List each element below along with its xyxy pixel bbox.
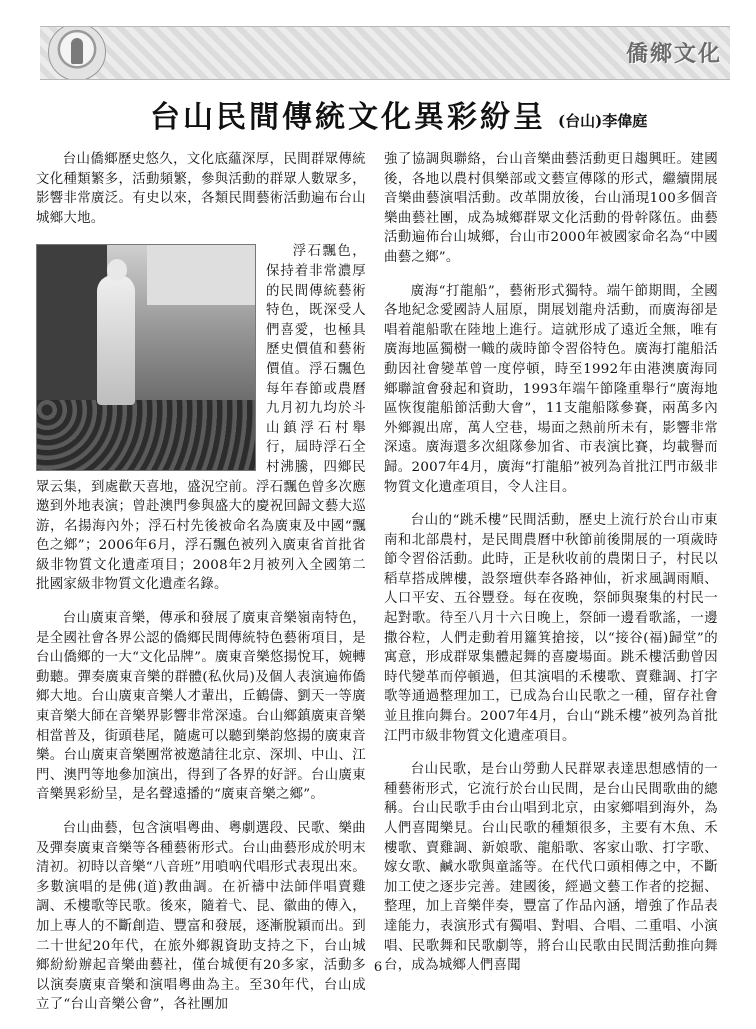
- header-banner: [40, 26, 730, 80]
- paragraph-fushi-piaose: 浮石飄色，保持着非常濃厚的民間傳統藝術特色，既深受人們喜愛，也極具歷史價值和藝術價值。浮石飄色每年春節或農曆九月初九均於斗山鎮浮石村舉行，屆時浮石全村沸騰，四鄉民眾云集，到處歡天喜地，盛況空前。浮石飄色曾多次應邀到外地表演；曾赴澳門參與盛大的慶祝回歸文藝大巡游，名揚海內外；浮石村先後被命名為廣東及中國“飄色之鄉”；2006年6月，浮石飄色被列入廣東省首批省級非物質文化遺產項目；2008年2月被列入全國第二批國家級非物質文化遺產名錄。: [36, 244, 366, 593]
- article-title: 台山民間傳統文化異彩紛呈: [150, 100, 546, 135]
- left-column: [36, 150, 366, 1029]
- right-column: [384, 150, 718, 990]
- paragraph-dragon-boat: 廣海“打龍船”，藝術形式獨特。端午節期間，全國各地紀念愛國詩人屈原，開展划龍舟活動，而廣海卻是唱着龍船歌在陸地上進行。這就形成了遠近全無，唯有廣海地區獨樹一幟的歲時節令習俗特色。廣海打龍船活動因社會變革曾一度停頓，時至1992年由港澳廣海同鄉聯誼會發起和資助，1993年端午節隆重舉行“廣海地區恢復龍船節活動大會”，11支龍船隊參賽，兩萬多內外鄉親出席，萬人空巷，場面之熱前所未有，影響非常深遠。廣海還多次組隊參加省、市表演比賽，均載譽而歸。2007年4月，廣海“打龍船”被列為首批江門市級非物質文化遺產項目，令人注目。: [384, 283, 718, 495]
- page-number: 6: [373, 960, 383, 975]
- article-author: (台山)李偉庭: [558, 112, 648, 130]
- paragraph-guangdong-music: 台山廣東音樂，傳承和發展了廣東音樂嶺南特色，是全國社會各界公認的僑鄉民間傳統特色藝術項目，是台山僑鄉的一大“文化品牌”。廣東音樂悠揚悅耳，婉轉動聽。彈奏廣東音樂的群體(私伙局)及個人表演遍佈僑鄉大地。台山廣東音樂人才輩出，丘鶴儔、劉天一等廣東音樂大師在音樂界影響非常深遠。台山鄉鎮廣東音樂相當普及，街頭巷尾，隨處可以聽到樂韵悠揚的廣東音樂。台山廣東音樂團常被邀請往北京、深圳、中山、江門、澳門等地參加演出，得到了各界的好評。台山廣東音樂異彩紛呈，是名聲遠播的“廣東音樂之鄉”。: [36, 611, 366, 803]
- paragraph-intro: 台山僑鄉歷史悠久，文化底蘊深厚，民間群眾傳統文化種類繁多，活動頻繁，參與活動的群眾人數眾多，影響非常廣泛。有史以來，各類民間藝術活動遍布台山城鄉大地。: [36, 152, 366, 226]
- paragraph-quyi: 台山曲藝，包含演唱粵曲、粵劇選段、民歌、樂曲及彈奏廣東音樂等各種藝術形式。台山曲藝形成於明末清初。初時以音樂“八音班”用嗩吶代唱形式表現出來。多數演唱的是佛(道)教曲調。在祈禱中法師伴唱賣雞調、禾樓歌等民歌。後來，隨着弋、昆、徽曲的傳入，加上專人的不斷創造、豐富和發展，逐漸脫穎而出。到二十世紀20年代，在旅外鄉親資助支持之下，台山城鄉紛紛辦起音樂曲藝社，僅台城便有20多家，活動多以演奏廣東音樂和演唱粵曲為主。至30年代，台山成立了“台山音樂公會”，各社團加: [36, 821, 366, 1013]
- tree-icon: [71, 38, 83, 64]
- paragraph-quyi-continued: 強了協調與聯絡，台山音樂曲藝活動更日趨興旺。建國後，各地以農村俱樂部或文藝宣傳隊的形式，繼續開展音樂曲藝演唱活動。改革開放後，台山涌現100多個音樂曲藝社團，成為城鄉群眾文化活動的骨幹隊伍。曲藝活動遍佈台山城鄉，台山市2000年被國家命名為“中國曲藝之鄉”。: [384, 152, 718, 265]
- paragraph-tiao-helou: 台山的“跳禾樓”民間活動，歷史上流行於台山市東南和北部農村，是民間農曆中秋節前後開展的一項歲時節令習俗活動。此時，正是秋收前的農閑日子，村民以稻草搭成牌樓，設祭壇供奉各路神仙，祈求風調雨順、人口平安、五谷豐登。每在夜晚，祭師與聚集的村民一起對歌。待至八月十六日晚上，祭師一邊看歌謠，一邊撒谷粒，人們走動着用籮箕搶接，以“接谷(福)歸堂”的寓意，形成群眾集體起舞的喜慶場面。跳禾樓活動曾因時代變革而停頓過，但其演唱的禾樓歌、賣雞調、打字歌等通過整理加工，已成為台山民歌之一種，留存社會並且推向舞台。2007年4月，台山“跳禾樓”被列為首批江門市級非物質文化遺產項目。: [384, 513, 718, 744]
- emblem-logo: [48, 26, 106, 80]
- section-brand: 僑鄉文化: [625, 42, 722, 67]
- paragraph-folk-songs: 台山民歌，是台山勞動人民群眾表達思想感情的一種藝術形式，它流行於台山民間，是台山民間歌曲的總稱。台山民歌手由台山唱到北京，由家鄉唱到海外，為人們喜聞樂見。台山民歌的種類很多，主要有木魚、禾樓歌、賣雞調、新娘歌、龍船歌、客家山歌、打字歌、嫁女歌、鹹水歌與童謠等。在代代口頭相傳之中，不斷加工使之逐步完善。建國後，經過文藝工作者的挖掘、整理，加上音樂伴奏，豐富了作品內涵，增強了作品表達能力，表演形式有獨唱、對唱、合唱、二重唱、小演唱、民歌舞和民歌劇等，將台山民歌由民間活動推向舞台，成為城鄉人們喜聞: [384, 762, 718, 974]
- festival-photo: [36, 244, 256, 471]
